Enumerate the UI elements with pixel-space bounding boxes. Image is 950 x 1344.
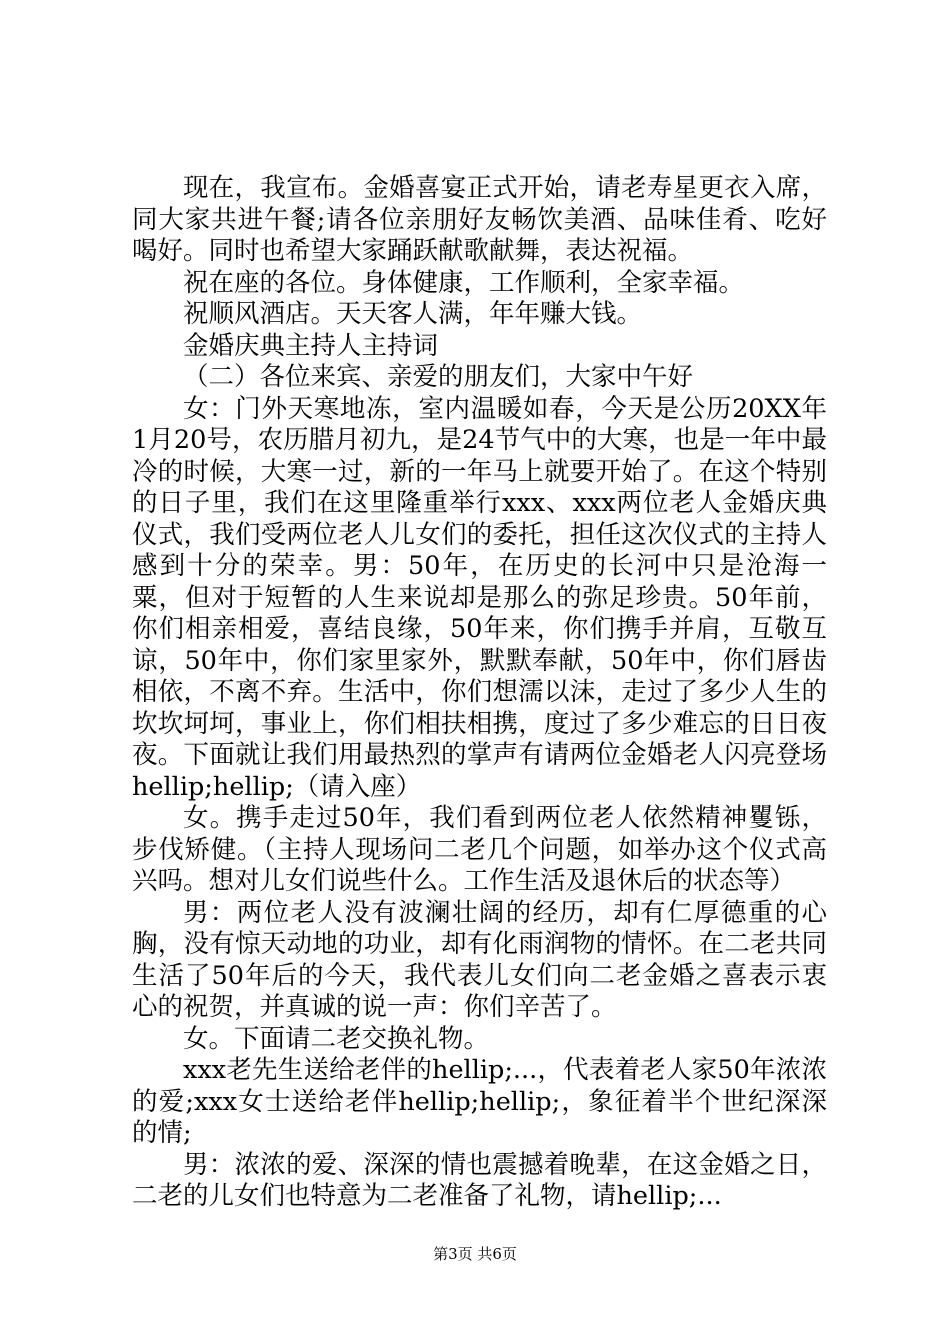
paragraph-opening-speech: 女：门外天寒地冻，室内温暖如春，今天是公历20XX年1月20号，农历腊月初九，是24节气中的大寒，也是一年中最冷的时候，大寒一过，新的一年马上就要开始了。在这个特别的日子里，我们在这里隆重举行xxx、xxx两位老人金婚庆典仪式，我们受两位老人儿女们的委托，担任这次仪式的主持人感到十分的荣幸。男：50年，在历史的长河中只是沧海一粟，但对于短暂的人生来说却是那么的弥足珍贵。50年前，你们相亲相爱，喜结良缘，50年来，你们携手并肩，互敬互谅，50年中，你们家里家外，默默奉献，50年中，你们唇齿相依，不离不弃。生活中，你们想濡以沫，走过了多少人生的坎坎坷坷，事业上，你们相扶相携，度过了多少难忘的日日夜夜。下面就让我们用最热烈的掌声有请两位金婚老人闪亮登场hellip;hellip;（请入座） <box>132 393 827 802</box>
paragraph-children-gifts: 男：浓浓的爱、深深的情也震撼着晚辈，在这金婚之日，二老的儿女们也特意为二老准备了礼物，请hellip;... <box>132 1149 827 1211</box>
paragraph-gift-description: xxx老先生送给老伴的hellip;...，代表着老人家50年浓浓的爱;xxx女士送给老伴hellip;hellip;，象征着半个世纪深深的情; <box>132 1055 827 1148</box>
paragraph-announcement: 现在，我宣布。金婚喜宴正式开始，请老寿星更衣入席，同大家共进午餐;请各位亲朋好友畅饮美酒、品味佳肴、吃好喝好。同时也希望大家踊跃献歌献舞，表达祝福。 <box>132 173 827 266</box>
paragraph-blessing-guests: 祝在座的各位。身体健康，工作顺利，全家幸福。 <box>183 267 745 298</box>
paragraph-female-host: 女。携手走过50年，我们看到两位老人依然精神矍铄，步伐矫健。（主持人现场问二老几个问题，如举办这个仪式高兴吗。想对儿女们说些什么。工作生活及退休后的状态等） <box>132 803 827 896</box>
page-footer: 第3页 共6页 <box>433 1245 517 1263</box>
document-body <box>132 173 827 1213</box>
section-greeting: （二）各位来宾、亲爱的朋友们，大家中午好 <box>183 362 694 392</box>
paragraph-male-host: 男：两位老人没有波澜壮阔的经历，却有仁厚德重的心胸，没有惊天动地的功业，却有化雨润物的情怀。在二老共同生活了50年后的今天，我代表儿女们向二老金婚之喜表示衷心的祝贺，并真诚的说一声：你们辛苦了。 <box>132 897 827 1022</box>
paragraph-exchange-gifts: 女。下面请二老交换礼物。 <box>183 1023 490 1054</box>
section-heading: 金婚庆典主持人主持词 <box>183 330 439 361</box>
paragraph-blessing-hotel: 祝顺风酒店。天天客人满，年年赚大钱。 <box>183 299 643 329</box>
